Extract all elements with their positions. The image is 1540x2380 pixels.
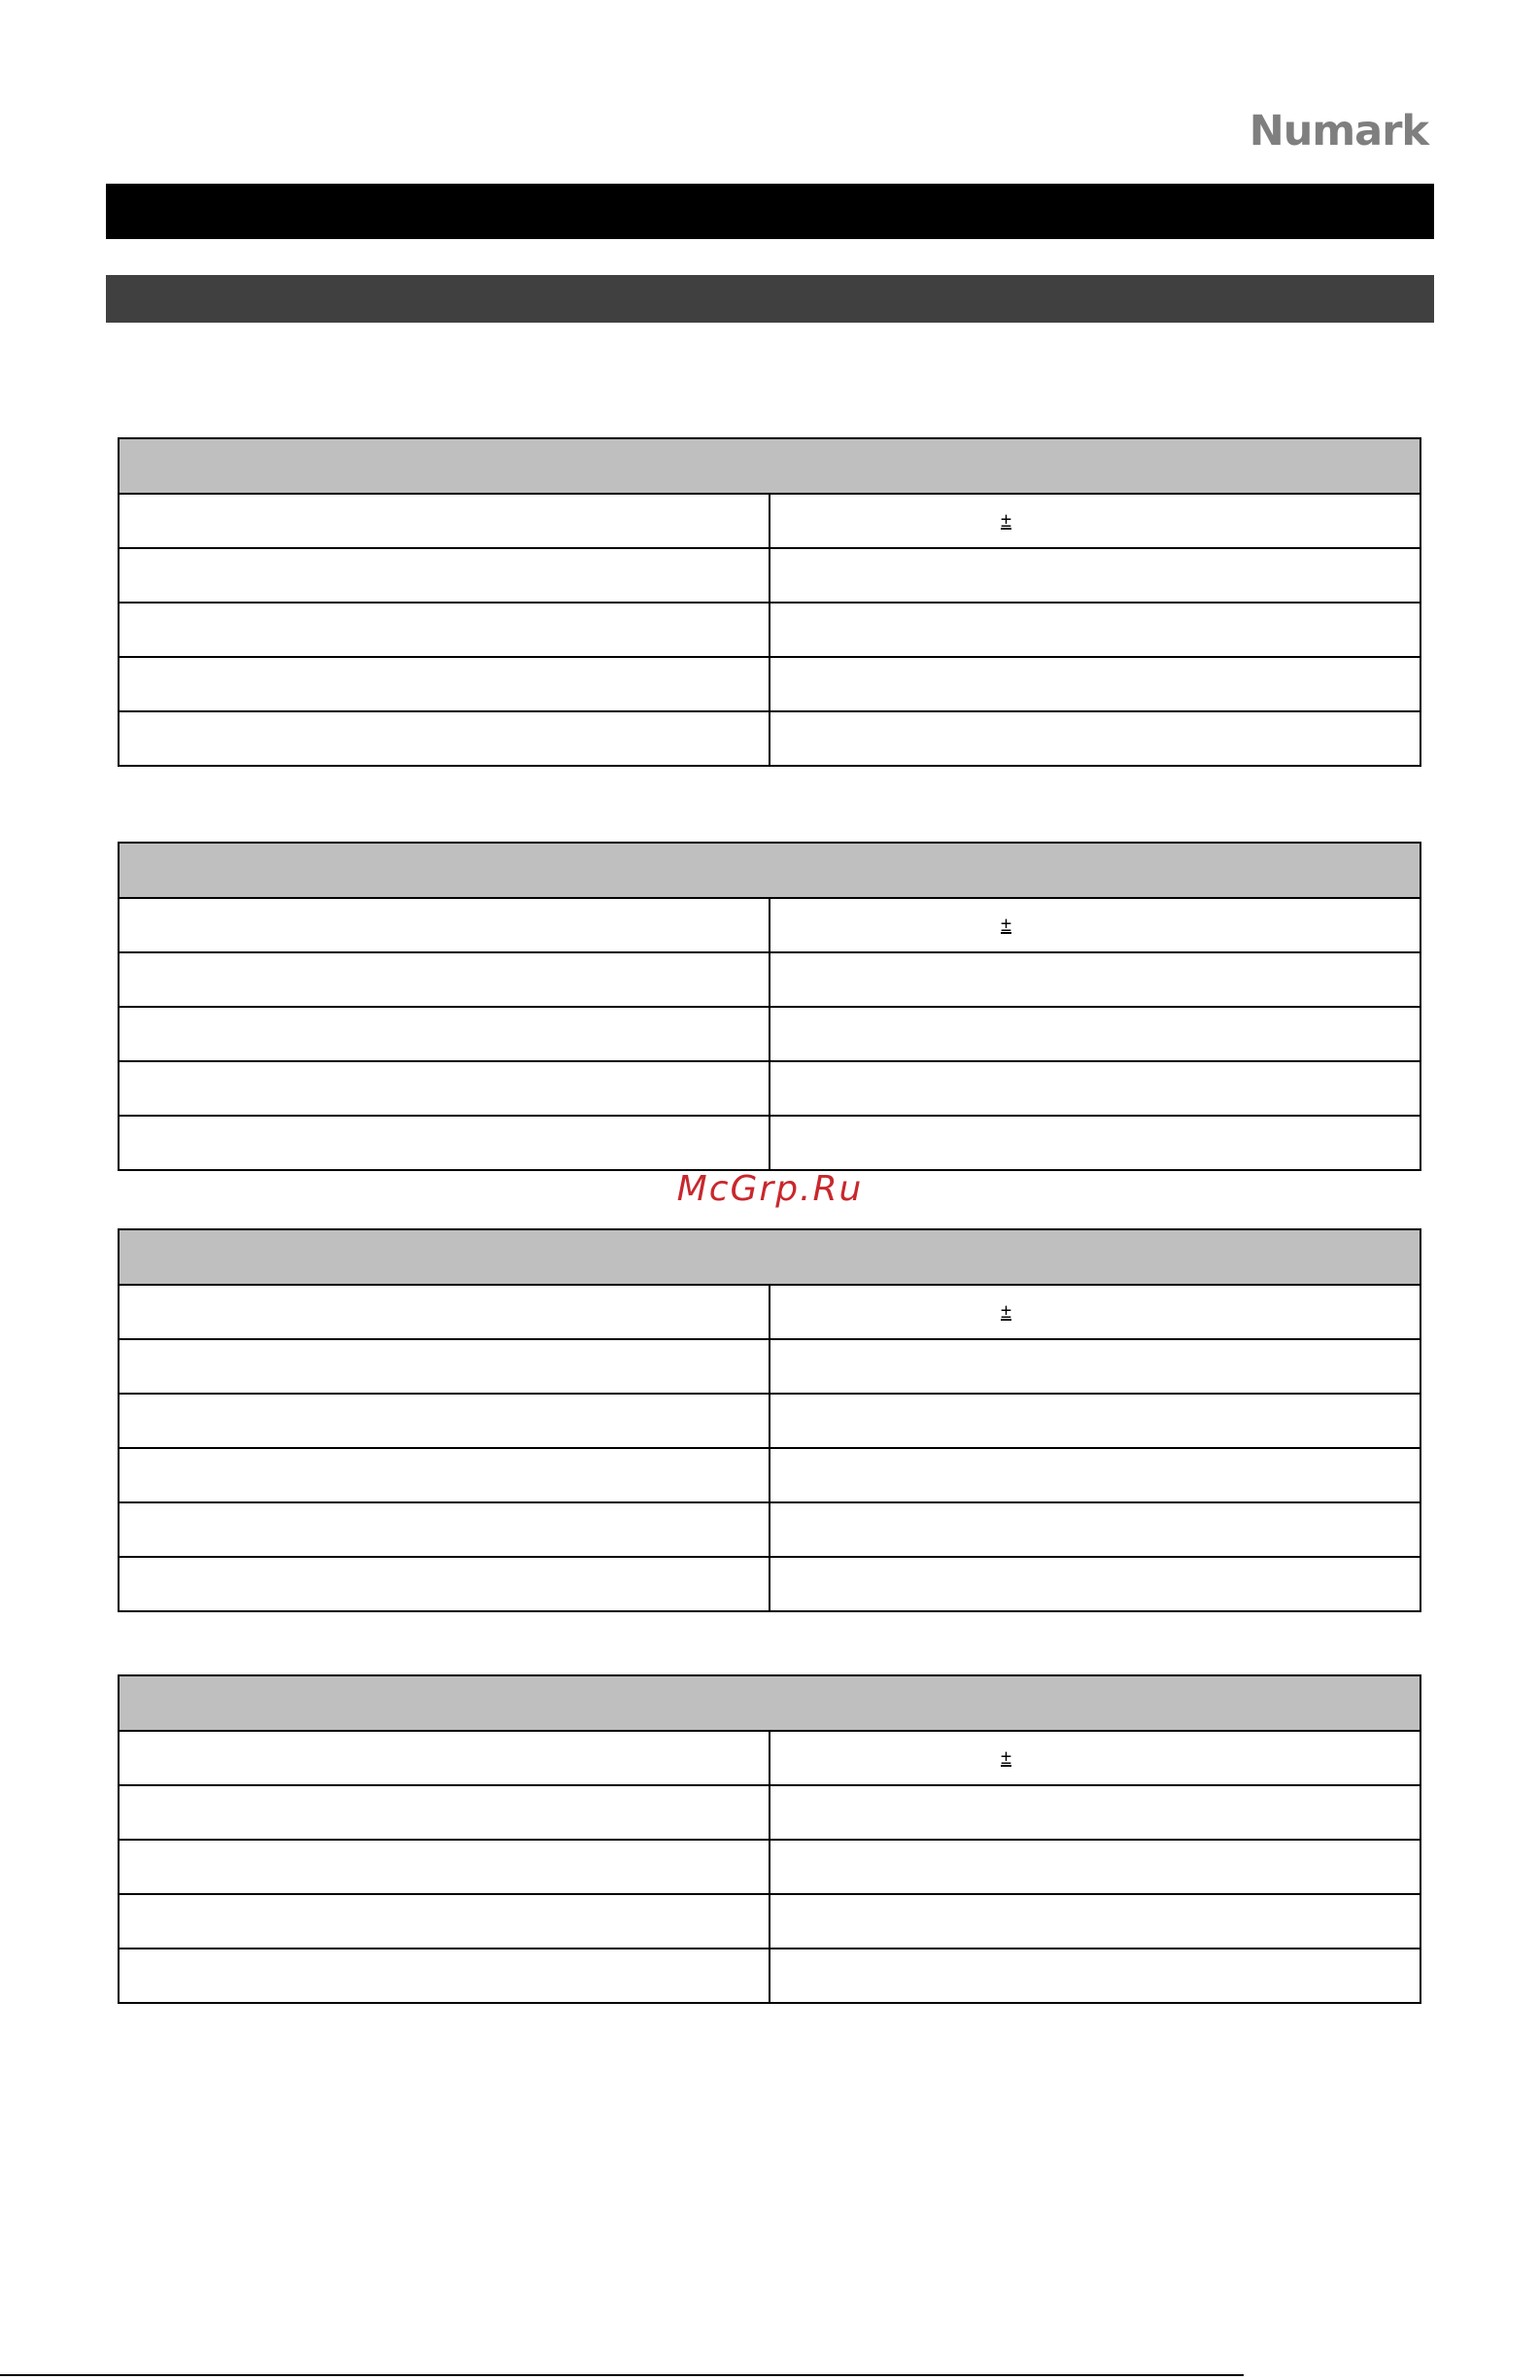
table-row (119, 1785, 1420, 1840)
table-row (119, 657, 1420, 711)
table-row (119, 1894, 1420, 1949)
spec-label (119, 898, 770, 952)
spec-value (770, 1557, 1420, 1611)
spec-label (119, 1116, 770, 1170)
spec-label (119, 1339, 770, 1394)
spec-label (119, 1731, 770, 1785)
table-title (119, 1675, 1420, 1731)
table-row (119, 603, 1420, 657)
numark-logo: Numark (1249, 107, 1428, 155)
spec-label (119, 1502, 770, 1557)
footer-rule (0, 2374, 1244, 2376)
spec-label (119, 1285, 770, 1339)
tolerance-mark: ± (1001, 914, 1011, 936)
spec-value (770, 1502, 1420, 1557)
spec-table-2 (118, 842, 1421, 1171)
table-row (119, 494, 1420, 548)
table-row (119, 1949, 1420, 2003)
spec-value (770, 548, 1420, 603)
table-row (119, 1557, 1420, 1611)
spec-value (770, 952, 1420, 1007)
spec-value (770, 711, 1420, 766)
spec-label (119, 1394, 770, 1448)
spec-value (770, 494, 1420, 548)
table-row (119, 1394, 1420, 1448)
watermark: McGrp.Ru (676, 1169, 864, 1209)
table-row (119, 1007, 1420, 1061)
tolerance-mark: ± (1001, 509, 1011, 532)
spec-value (770, 1339, 1420, 1394)
spec-value (770, 898, 1420, 952)
spec-table-4 (118, 1674, 1421, 2004)
spec-table-1 (118, 437, 1421, 767)
spec-label (119, 711, 770, 766)
table-row (119, 548, 1420, 603)
spec-value (770, 1285, 1420, 1339)
table-title (119, 1229, 1420, 1285)
table-row (119, 1448, 1420, 1502)
spec-label (119, 657, 770, 711)
spec-label (119, 1007, 770, 1061)
table-row (119, 711, 1420, 766)
spec-value (770, 603, 1420, 657)
table-title (119, 843, 1420, 898)
spec-label (119, 1840, 770, 1894)
spec-value (770, 1785, 1420, 1840)
spec-value (770, 1894, 1420, 1949)
table-row (119, 1285, 1420, 1339)
spec-label (119, 603, 770, 657)
table-row (119, 898, 1420, 952)
spec-value (770, 1448, 1420, 1502)
section-heading-bar (106, 275, 1434, 323)
spec-label (119, 1949, 770, 2003)
table-row (119, 1840, 1420, 1894)
spec-label (119, 548, 770, 603)
table-row (119, 952, 1420, 1007)
spec-label (119, 1785, 770, 1840)
table-row (119, 1502, 1420, 1557)
table-row (119, 1339, 1420, 1394)
spec-value (770, 1731, 1420, 1785)
tolerance-mark: ± (1001, 1300, 1011, 1323)
spec-label (119, 494, 770, 548)
spec-label (119, 1448, 770, 1502)
spec-value (770, 1394, 1420, 1448)
spec-value (770, 1061, 1420, 1116)
spec-label (119, 1061, 770, 1116)
spec-label (119, 1894, 770, 1949)
tolerance-mark: ± (1001, 1746, 1011, 1769)
table-row (119, 1116, 1420, 1170)
page-title-bar (106, 184, 1434, 239)
table-title (119, 438, 1420, 494)
spec-value (770, 657, 1420, 711)
spec-value (770, 1116, 1420, 1170)
spec-label (119, 952, 770, 1007)
table-row (119, 1061, 1420, 1116)
spec-table-3 (118, 1228, 1421, 1612)
spec-value (770, 1840, 1420, 1894)
table-row (119, 1731, 1420, 1785)
spec-value (770, 1007, 1420, 1061)
spec-value (770, 1949, 1420, 2003)
spec-label (119, 1557, 770, 1611)
